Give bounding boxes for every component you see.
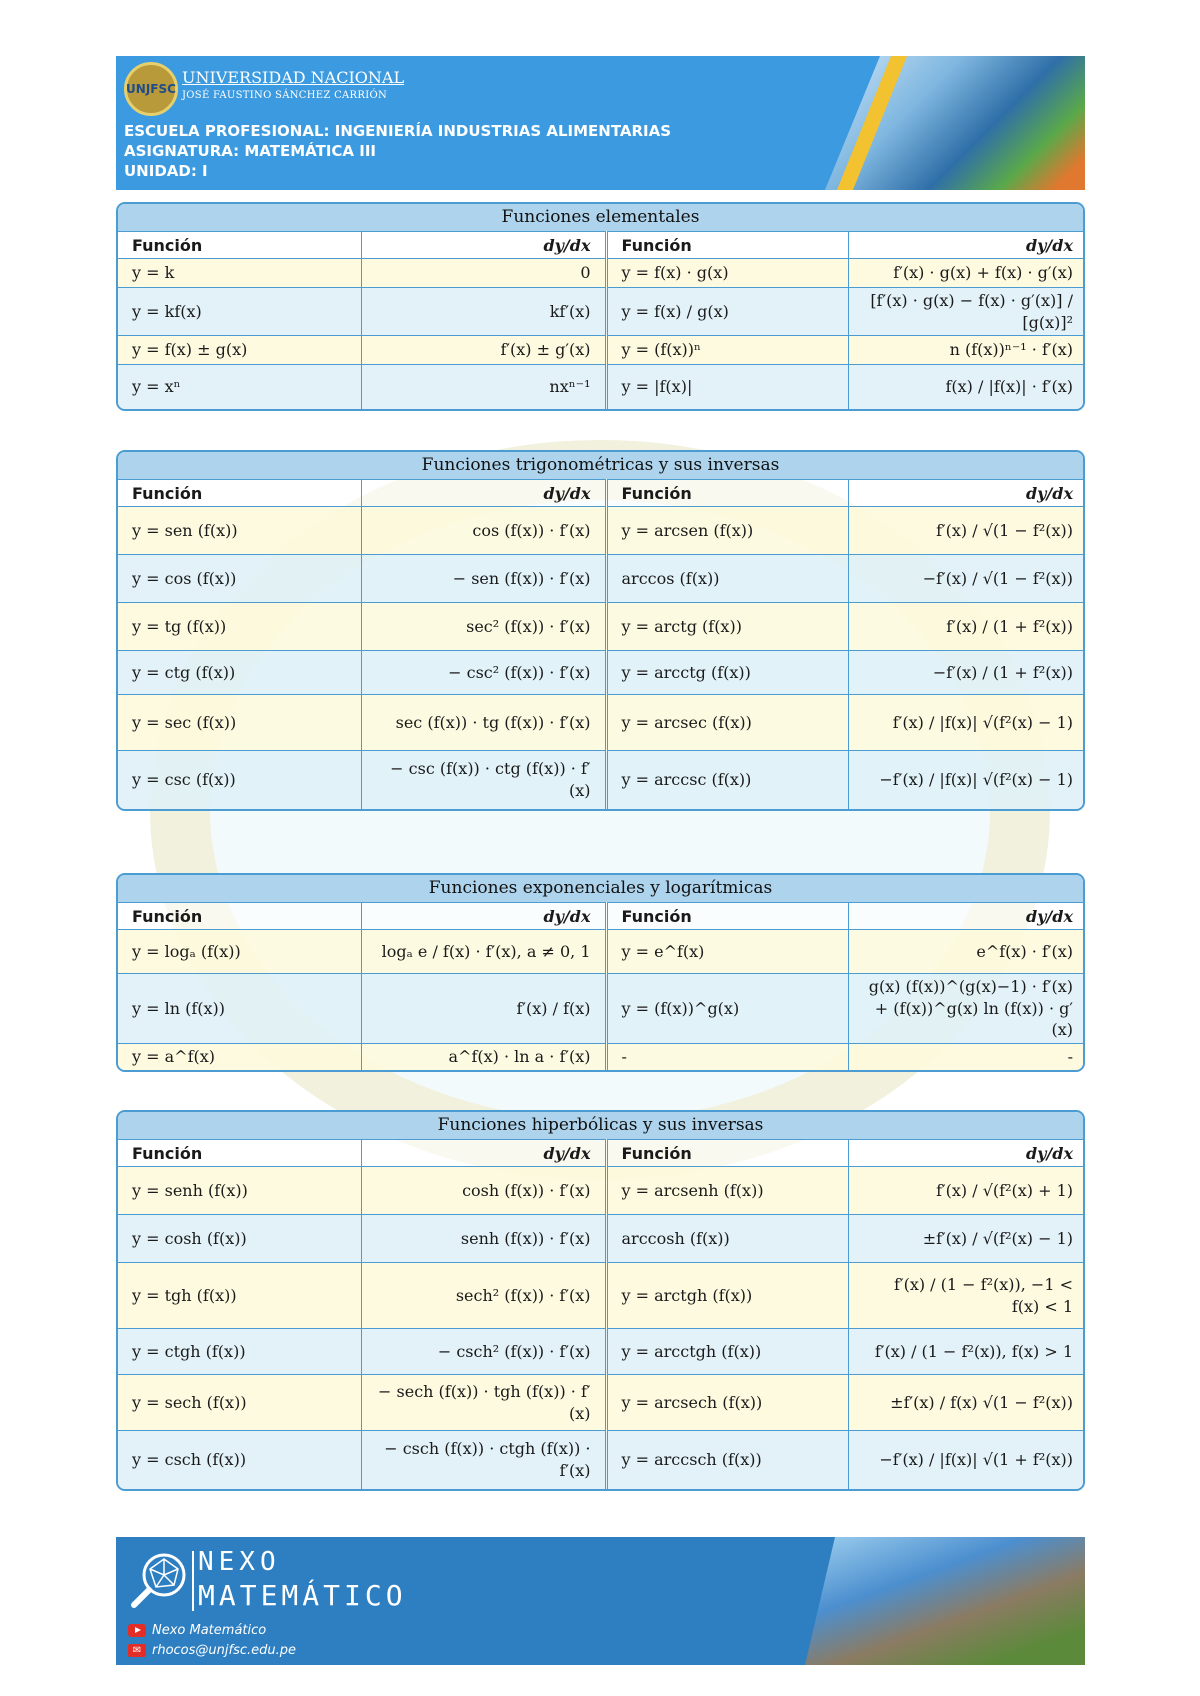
page-header [116,56,1085,190]
section-elementales [116,202,1085,411]
derivative-cell: −f′(x) / |f(x)| √(1 + f²(x)) [848,1431,1085,1489]
function-cell: y = arctgh (f(x)) [606,1263,848,1329]
function-cell: y = sec (f(x)) [118,695,361,751]
table-row [118,288,1085,336]
function-cell: y = arcctg (f(x)) [606,651,848,695]
function-cell: y = cosh (f(x)) [118,1215,361,1263]
function-cell: y = arcctgh (f(x)) [606,1329,848,1375]
email-link[interactable] [128,1643,296,1658]
derivatives-table [118,231,1085,409]
function-cell: y = a^f(x) [118,1043,361,1070]
section-exponenciales [116,873,1085,1072]
derivative-cell: g(x) (f(x))^(g(x)−1) · f′(x) + (f(x))^g(x) ln (f(x)) · g′(x) [848,974,1085,1044]
header-function: Función [606,232,848,259]
derivative-cell: a^f(x) · ln a · f′(x) [361,1043,606,1070]
function-cell: y = f(x) · g(x) [606,259,848,288]
function-cell: y = senh (f(x)) [118,1167,361,1215]
function-cell: y = sen (f(x)) [118,507,361,555]
table-row [118,930,1085,974]
derivative-cell: cos (f(x)) · f′(x) [361,507,606,555]
function-cell: y = ln (f(x)) [118,974,361,1044]
derivative-cell: − sech (f(x)) · tgh (f(x)) · f′(x) [361,1375,606,1431]
header-function: Función [118,232,361,259]
derivative-cell: logₐ e / f(x) · f′(x), a ≠ 0, 1 [361,930,606,974]
section-title: Funciones hiperbólicas y sus inversas [118,1112,1083,1139]
derivative-cell: f′(x) / |f(x)| √(f²(x) − 1) [848,695,1085,751]
table-row [118,1431,1085,1489]
function-cell: y = arcsenh (f(x)) [606,1167,848,1215]
brand-word-nexo: NEXO [198,1547,281,1577]
function-cell: y = (f(x))ⁿ [606,336,848,365]
derivative-cell: cosh (f(x)) · f′(x) [361,1167,606,1215]
function-cell: y = arccsc (f(x)) [606,751,848,809]
function-cell: y = sech (f(x)) [118,1375,361,1431]
section-title: Funciones exponenciales y logarítmicas [118,875,1083,902]
header-function: Función [118,1140,361,1167]
derivative-cell: f′(x) · g(x) + f(x) · g′(x) [848,259,1085,288]
derivative-cell: f′(x) / √(1 − f²(x)) [848,507,1085,555]
header-function: Función [606,480,848,507]
youtube-label: Nexo Matemático [152,1623,267,1638]
derivative-cell: sech² (f(x)) · f′(x) [361,1263,606,1329]
subject-line: ASIGNATURA: MATEMÁTICA III [124,142,376,160]
table-row [118,555,1085,603]
function-cell: y = f(x) ± g(x) [118,336,361,365]
table-row [118,1215,1085,1263]
function-cell: y = arcsec (f(x)) [606,695,848,751]
function-cell: y = arccsch (f(x)) [606,1431,848,1489]
derivative-cell: − csch² (f(x)) · f′(x) [361,1329,606,1375]
section-trigonometricas [116,450,1085,811]
email-label: rhocos@unjfsc.edu.pe [152,1643,297,1658]
function-cell: y = tg (f(x)) [118,603,361,651]
table-row [118,1375,1085,1431]
youtube-icon [128,1624,146,1637]
derivative-cell: senh (f(x)) · f′(x) [361,1215,606,1263]
school-line: ESCUELA PROFESIONAL: INGENIERÍA INDUSTRIAS ALIMENTARIAS [124,122,672,140]
derivative-cell: sec² (f(x)) · f′(x) [361,603,606,651]
header-function: Función [118,480,361,507]
derivative-cell: −f′(x) / (1 + f²(x)) [848,651,1085,695]
header-function: Función [606,903,848,930]
derivative-cell: f′(x) / (1 + f²(x)) [848,603,1085,651]
function-cell: y = k [118,259,361,288]
table-row [118,1043,1085,1070]
function-cell: y = cos (f(x)) [118,555,361,603]
table-row [118,603,1085,651]
header-derivative: dy/dx [361,903,606,930]
derivative-cell: 0 [361,259,606,288]
header-derivative: dy/dx [361,232,606,259]
derivative-cell: − csc² (f(x)) · f′(x) [361,651,606,695]
derivative-cell: f′(x) / √(f²(x) + 1) [848,1167,1085,1215]
function-cell: y = (f(x))^g(x) [606,974,848,1044]
table-row [118,259,1085,288]
derivative-cell: [f′(x) · g(x) − f(x) · g′(x)] / [g(x)]² [848,288,1085,336]
derivative-cell: − sen (f(x)) · f′(x) [361,555,606,603]
table-row [118,651,1085,695]
function-cell: y = kf(x) [118,288,361,336]
derivatives-table [118,1139,1085,1489]
header-function: Función [118,903,361,930]
function-cell: y = arcsen (f(x)) [606,507,848,555]
table-row [118,507,1085,555]
unit-line: UNIDAD: I [124,162,208,180]
section-title: Funciones trigonométricas y sus inversas [118,452,1083,479]
table-row [118,695,1085,751]
function-cell: y = arctg (f(x)) [606,603,848,651]
brand-word-matematico: MATEMÁTICO [198,1579,407,1612]
function-cell: y = csc (f(x)) [118,751,361,809]
function-cell: - [606,1043,848,1070]
function-cell: y = |f(x)| [606,365,848,409]
section-hiperbolicas [116,1110,1085,1491]
derivative-cell: ±f′(x) / √(f²(x) − 1) [848,1215,1085,1263]
university-logo-icon: UNJFSC [124,62,178,116]
derivative-cell: −f′(x) / √(1 − f²(x)) [848,555,1085,603]
header-derivative: dy/dx [848,480,1085,507]
function-cell: y = e^f(x) [606,930,848,974]
mail-icon: ✉ [128,1644,146,1657]
derivative-cell: − csch (f(x)) · ctgh (f(x)) · f′(x) [361,1431,606,1489]
derivative-cell: nxⁿ⁻¹ [361,365,606,409]
derivative-cell: - [848,1043,1085,1070]
derivative-cell: f′(x) / f(x) [361,974,606,1044]
table-row [118,974,1085,1044]
function-cell: y = ctgh (f(x)) [118,1329,361,1375]
derivative-cell: f′(x) ± g′(x) [361,336,606,365]
table-row [118,365,1085,409]
table-row [118,1167,1085,1215]
function-cell: y = csch (f(x)) [118,1431,361,1489]
function-cell: arccos (f(x)) [606,555,848,603]
brand-divider [192,1551,194,1611]
table-row [118,751,1085,809]
derivative-cell: −f′(x) / |f(x)| √(f²(x) − 1) [848,751,1085,809]
derivatives-table [118,902,1085,1070]
university-name: UNIVERSIDAD NACIONAL [182,68,405,87]
youtube-link[interactable] [128,1623,266,1638]
table-row [118,1263,1085,1329]
derivative-cell: f(x) / |f(x)| · f′(x) [848,365,1085,409]
derivative-cell: e^f(x) · f′(x) [848,930,1085,974]
header-derivative: dy/dx [361,480,606,507]
table-row [118,1329,1085,1375]
function-cell: y = xⁿ [118,365,361,409]
derivative-cell: f′(x) / (1 − f²(x)), f(x) > 1 [848,1329,1085,1375]
header-derivative: dy/dx [848,1140,1085,1167]
derivative-cell: kf′(x) [361,288,606,336]
table-row [118,336,1085,365]
derivative-cell: f′(x) / (1 − f²(x)), −1 < f(x) < 1 [848,1263,1085,1329]
header-derivative: dy/dx [848,232,1085,259]
function-cell: y = arcsech (f(x)) [606,1375,848,1431]
function-cell: y = ctg (f(x)) [118,651,361,695]
section-title: Funciones elementales [118,204,1083,231]
function-cell: y = tgh (f(x)) [118,1263,361,1329]
university-subname: JOSÉ FAUSTINO SÁNCHEZ CARRIÓN [182,90,388,101]
derivative-cell: sec (f(x)) · tg (f(x)) · f′(x) [361,695,606,751]
derivative-cell: − csc (f(x)) · ctg (f(x)) · f′(x) [361,751,606,809]
function-cell: y = f(x) / g(x) [606,288,848,336]
function-cell: arccosh (f(x)) [606,1215,848,1263]
header-derivative: dy/dx [361,1140,606,1167]
header-derivative: dy/dx [848,903,1085,930]
magnifier-globe-icon [128,1549,190,1611]
header-function: Función [606,1140,848,1167]
derivative-cell: ±f′(x) / f(x) √(1 − f²(x)) [848,1375,1085,1431]
derivative-cell: n (f(x))ⁿ⁻¹ · f′(x) [848,336,1085,365]
function-cell: y = logₐ (f(x)) [118,930,361,974]
footer-campus-photo [805,1537,1085,1665]
page-footer [116,1537,1085,1665]
derivatives-table [118,479,1085,809]
